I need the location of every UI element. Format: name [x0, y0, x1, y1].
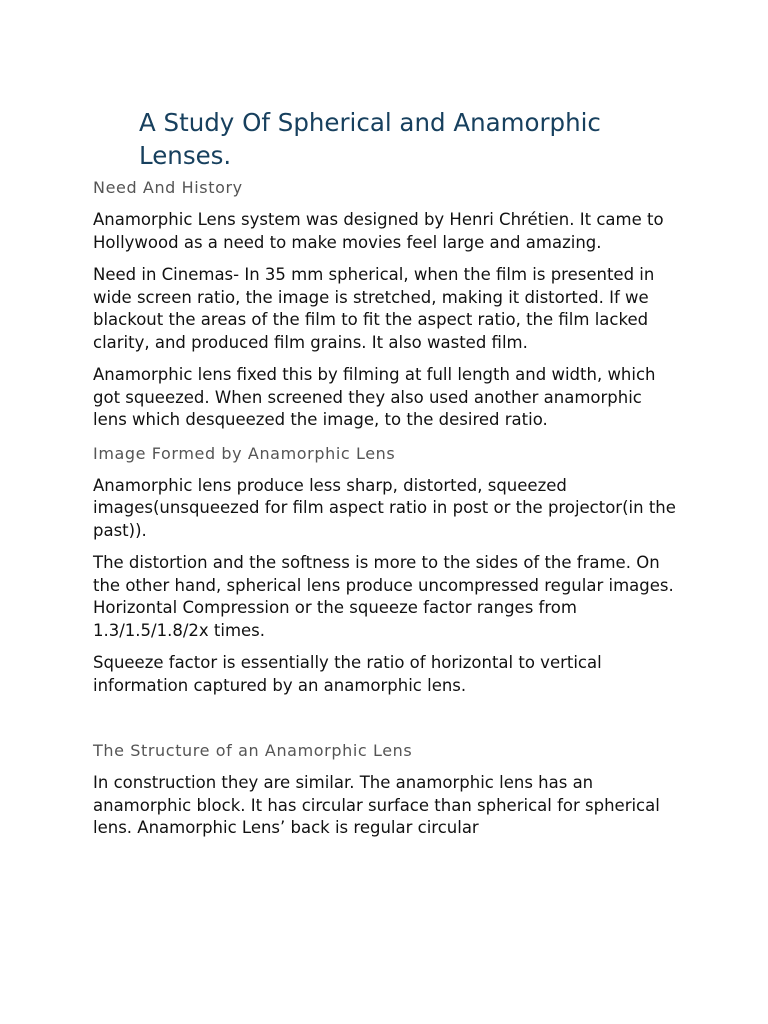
- paragraph: Anamorphic Lens system was designed by Henri Chrétien. It came to Hollywood as a need to make movies feel large and amazing.: [93, 210, 664, 252]
- document-title: A Study Of Spherical and Anamorphic Lenses.: [139, 108, 601, 170]
- paragraph: The distortion and the softness is more to the sides of the frame. On the other hand, spherical lens produce uncompressed regular images. Horizontal Compression or the squeeze factor ranges from 1.3/1.5/1.8/2x times.: [93, 553, 674, 640]
- paragraph: Need in Cinemas- In 35 mm spherical, when the film is presented in wide screen ratio, the image is stretched, making it distorted. If we blackout the areas of the film to fit the aspect ratio, the film lacked clarity, and produced film grains. It also wasted film.: [93, 265, 655, 352]
- paragraph: Squeeze factor is essentially the ratio of horizontal to vertical information captured by an anamorphic lens.: [93, 653, 602, 695]
- paragraph: Anamorphic lens fixed this by filming at full length and width, which got squeezed. When screened they also used another anamorphic lens which desqueezed the image, to the desired ratio.: [93, 365, 656, 429]
- document-body: [93, 176, 678, 840]
- paragraph: Anamorphic lens produce less sharp, distorted, squeezed images(unsqueezed for film aspect ratio in post or the projector(in the past)).: [93, 475, 676, 540]
- paragraph: In construction they are similar. The anamorphic lens has an anamorphic block. It has circular surface than spherical for spherical lens. Anamorphic Lens’ back is regular circular: [93, 773, 660, 837]
- section-heading-need-and-history: Need And History: [93, 178, 243, 197]
- section-heading-structure: The Structure of an Anamorphic Lens: [93, 741, 413, 760]
- section-heading-image-formed: Image Formed by Anamorphic Lens: [93, 443, 396, 463]
